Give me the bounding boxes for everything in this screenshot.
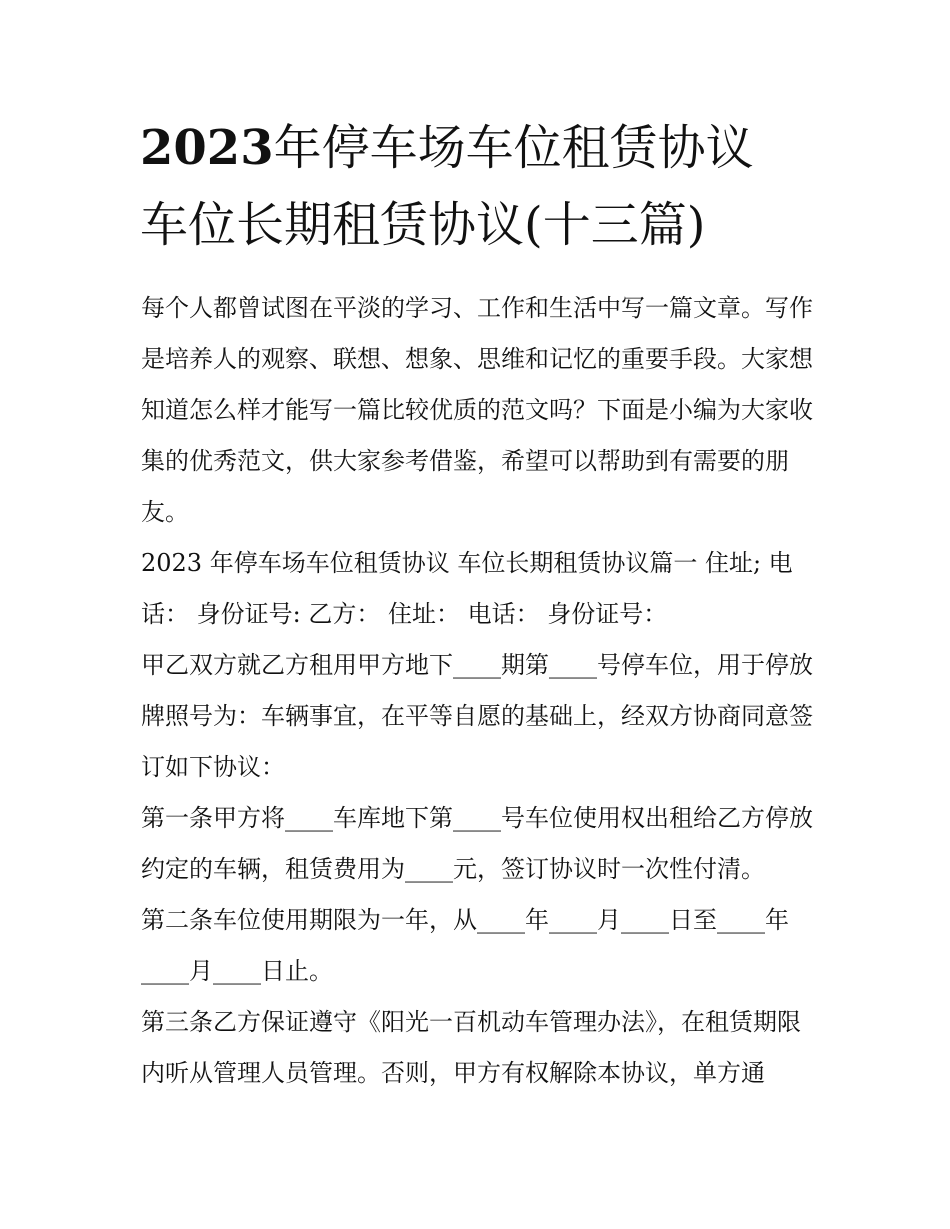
document-body [141,283,816,1099]
document-title-line-2: 车位长期租赁协议(十三篇) [140,197,706,253]
document-title-line-1 [140,118,840,178]
article-3-paragraph: 第三条乙方保证遵守《阳光一百机动车管理办法》，在租赁期限内听从管理人员管理。否则，甲方有权解除本协议，单方通 [141,1008,801,1087]
party-info-paragraph: 2023 年停车场车位租赁协议 车位长期租赁协议篇一 住址; 电话： 身份证号: 乙方： 住址： 电话： 身份证号： [141,549,793,628]
title-year: 2023 [140,120,274,176]
article-1-paragraph: 第一条甲方将____车库地下第____号车位使用权出租给乙方停放约定的车辆，租赁费用为____元，签订协议时一次性付清。 [141,804,813,883]
title-line-1-text: 年停车场车位租赁协议 [273,120,754,176]
article-2-paragraph: 第二条车位使用期限为一年，从____年____月____日至____年____月____日止。 [141,906,789,985]
agreement-preamble-paragraph: 甲乙双方就乙方租用甲方地下____期第____号停车位，用于停放牌照号为：车辆事宜，在平等自愿的基础上，经双方协商同意签订如下协议： [141,651,813,781]
intro-paragraph: 每个人都曾试图在平淡的学习、工作和生活中写一篇文章。写作是培养人的观察、联想、想象、思维和记忆的重要手段。大家想知道怎么样才能写一篇比较优质的范文吗？下面是小编为大家收集的优秀范文，供大家参考借鉴，希望可以帮助到有需要的朋友。 [141,294,813,526]
